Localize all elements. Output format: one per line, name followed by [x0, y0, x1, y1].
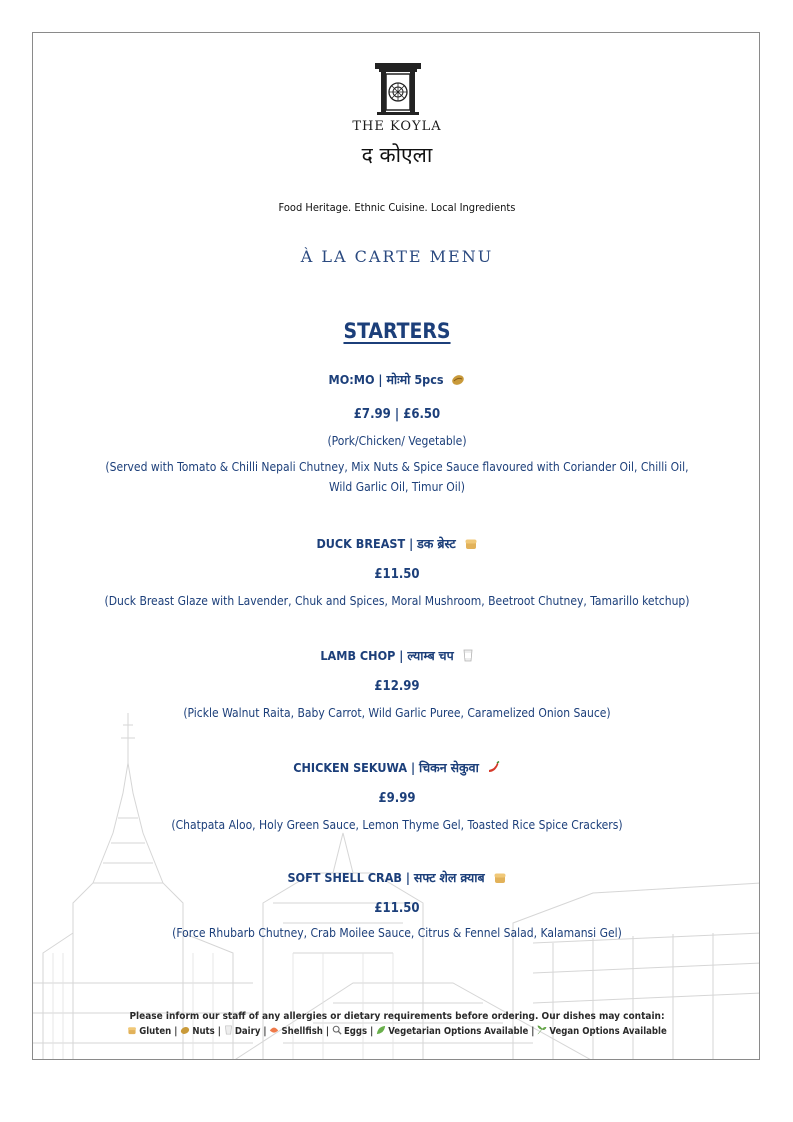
section-title-starters: STARTERS [343, 319, 451, 343]
dish-title-text: SOFT SHELL CRAB | सफ्ट शेल क्र्याब [287, 870, 485, 885]
allergen-notice: Please inform our staff of any allergies or dietary requirements before ordering. Our dishes may contain: [129, 1011, 665, 1022]
legend-gluten: Gluten [139, 1026, 172, 1037]
legend-dairy: Dairy [234, 1026, 261, 1037]
egg-icon [332, 1025, 342, 1038]
dairy-icon [224, 1025, 233, 1038]
dish-title-momo [33, 371, 760, 388]
dish-title-soft-shell-crab [33, 869, 760, 886]
dish-price-chicken-sekuwa: £9.99 [378, 791, 416, 806]
legend-nuts: Nuts [192, 1026, 215, 1037]
dish-price-momo: £7.99 | £6.50 [353, 407, 441, 422]
gluten-icon [493, 872, 507, 884]
legend-eggs: Eggs [343, 1026, 368, 1037]
dish-title-text: DUCK BREAST | डक ब्रेस्ट [316, 536, 456, 551]
dish-price-lamb-chop: £12.99 [374, 679, 420, 694]
dish-title-text: LAMB CHOP | ल्याम्ब चप [320, 648, 454, 663]
dish-description-momo: (Served with Tomato & Chilli Nepali Chutney, Mix Nuts & Spice Sauce flavoured with Coriander Oil, Chilli Oil, Wild Garlic Oil, Timur Oil) [105, 460, 689, 494]
dish-title-chicken-sekuwa [33, 759, 760, 776]
dish-title-lamb-chop [33, 647, 760, 664]
gluten-icon [464, 538, 478, 550]
nuts-icon [180, 1026, 190, 1038]
vegan-icon [537, 1025, 547, 1038]
menu-page [32, 32, 760, 1060]
shellfish-icon [269, 1026, 279, 1038]
menu-title: À LA CARTE MENU [300, 247, 494, 266]
tagline: Food Heritage. Ethnic Cuisine. Local Ingredients [278, 201, 516, 214]
gluten-icon [127, 1026, 137, 1038]
brand-name: THE KOYLA [352, 119, 442, 134]
legend-vegan: Vegan Options Available [549, 1026, 667, 1037]
nuts-icon [451, 374, 465, 386]
vegetarian-icon [376, 1025, 386, 1038]
allergen-legend: Gluten | Nuts | Dairy | Shellfish | Eggs | Vegetarian Options Available | Vegan Options Available [33, 1025, 760, 1038]
dish-title-text: MO:MO | मोःमो 5pcs [328, 372, 444, 387]
dairy-icon [462, 649, 474, 662]
brand-name-nepali: द कोएला [361, 143, 433, 167]
legend-shellfish: Shellfish [281, 1026, 323, 1037]
dish-price-duck-breast: £11.50 [374, 567, 420, 582]
dish-title-duck-breast [33, 535, 760, 552]
dish-description-soft-shell-crab: (Force Rhubarb Chutney, Crab Moilee Sauce, Citrus & Fennel Salad, Kalamansi Gel) [172, 926, 622, 940]
dish-description-lamb-chop: (Pickle Walnut Raita, Baby Carrot, Wild Garlic Puree, Caramelized Onion Sauce) [183, 706, 611, 720]
dish-price-soft-shell-crab: £11.50 [374, 901, 420, 916]
dish-description-duck-breast: (Duck Breast Glaze with Lavender, Chuk and Spices, Moral Mushroom, Beetroot Chutney, Tamarillo ketchup) [104, 594, 690, 608]
legend-vegetarian: Vegetarian Options Available [388, 1026, 529, 1037]
chilli-icon [487, 761, 501, 774]
dish-subtitle-momo: (Pork/Chicken/ Vegetable) [327, 434, 467, 448]
dish-description-chicken-sekuwa: (Chatpata Aloo, Holy Green Sauce, Lemon Thyme Gel, Toasted Rice Spice Crackers) [171, 818, 623, 832]
dish-title-text: CHICKEN SEKUWA | चिकन सेकुवा [293, 760, 479, 775]
